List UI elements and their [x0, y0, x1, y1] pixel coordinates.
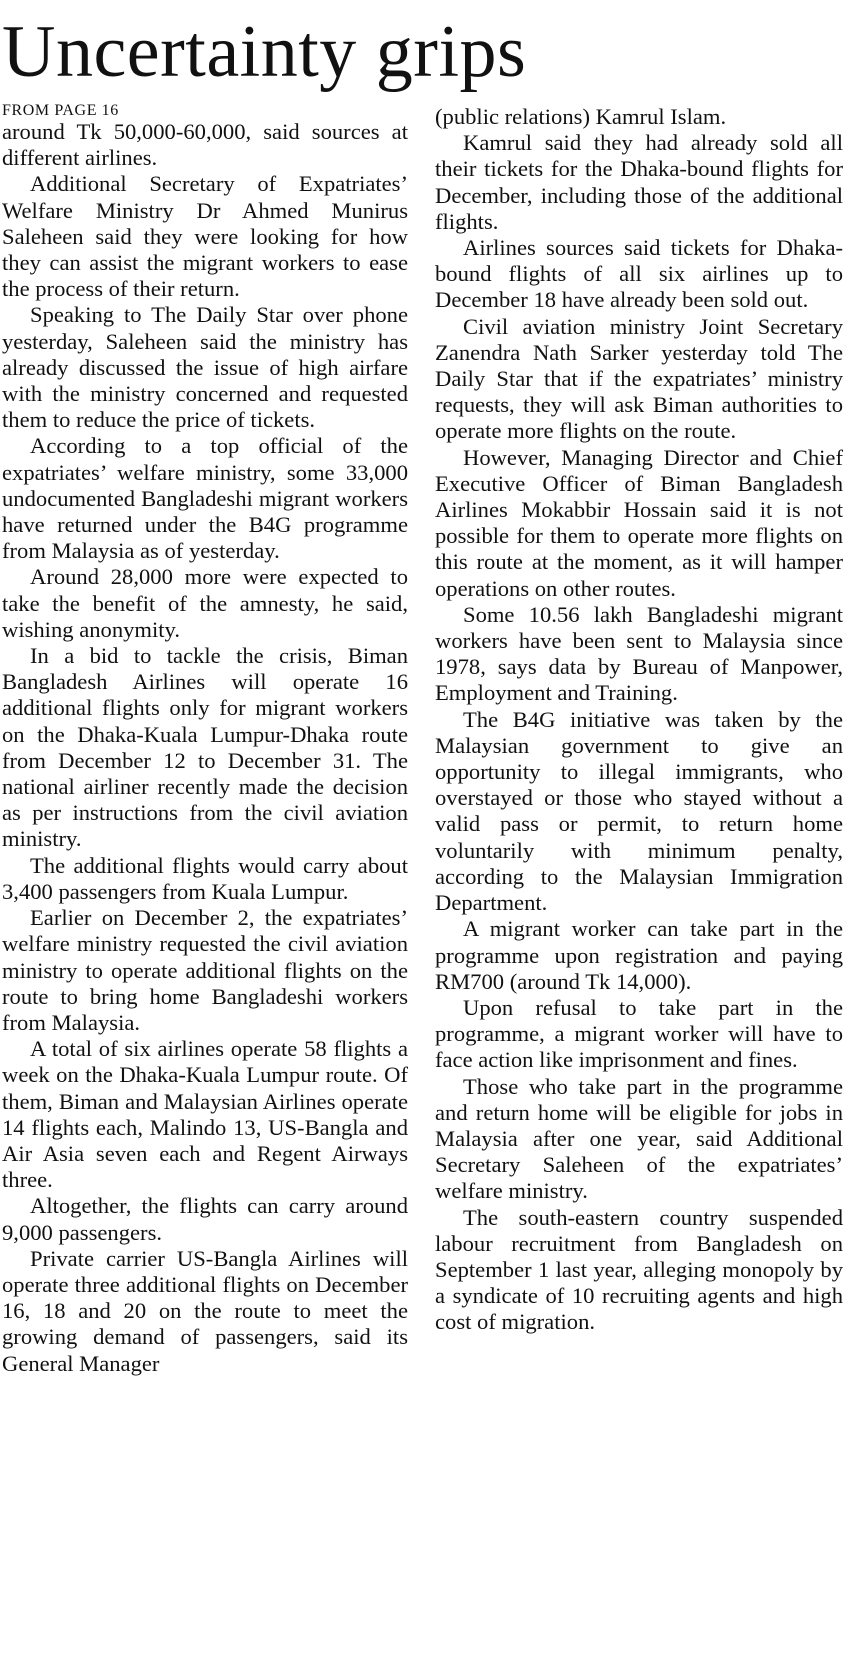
headline: Uncertainty grips — [2, 11, 527, 93]
paragraph: Speaking to The Daily Star over phone yesterday, Saleheen said the ministry has already discussed the issue of high airfare with the ministry concerned and requested them to reduce the price of tickets. — [2, 302, 408, 433]
paragraph: However, Managing Director and Chief Executive Officer of Biman Bangladesh Airlines Mokabbir Hossain said it is not possible for them to operate more flights on this route at the moment, as it will hamper operations on other routes. — [435, 444, 843, 601]
paragraph: Additional Secretary of Expatriates’ Welfare Ministry Dr Ahmed Munirus Saleheen said they were looking for how they can assist the migrant workers to ease the process of their return. — [2, 171, 408, 302]
paragraph: Earlier on December 2, the expatriates’ welfare ministry requested the civil aviation ministry to operate additional flights on the route to bring home Bangladeshi workers from Malaysia. — [2, 905, 408, 1035]
article-column-left — [2, 102, 408, 1377]
paragraph: Those who take part in the programme and return home will be eligible for jobs in Malaysia after one year, said Additional Secretary Saleheen of the expatriates’ welfare ministry. — [435, 1073, 843, 1204]
paragraph: around Tk 50,000-60,000, said sources at different airlines. — [2, 119, 408, 171]
paragraph: The additional flights would carry about 3,400 passengers from Kuala Lumpur. — [2, 852, 408, 904]
paragraph: According to a top official of the expatriates’ welfare ministry, some 33,000 undocumented Bangladeshi migrant workers have returned under the B4G programme from Malaysia as of yesterday. — [2, 433, 408, 564]
paragraph: Private carrier US-Bangla Airlines will operate three additional flights on December 16, 18 and 20 on the route to meet the growing demand of passengers, said its General Manager — [2, 1245, 408, 1376]
paragraph: The south-eastern country suspended labour recruitment from Bangladesh on September 1 last year, alleging monopoly by a syndicate of 10 recruiting agents and high cost of migration. — [435, 1204, 843, 1335]
paragraph: The B4G initiative was taken by the Malaysian government to give an opportunity to illegal immigrants, who overstayed or those who stayed without a valid pass or permit, to return home voluntarily with minimum penalty, according to the Malaysian Immigration Department. — [435, 706, 843, 916]
paragraph: (public relations) Kamrul Islam. — [435, 104, 727, 129]
paragraph: Kamrul said they had already sold all their tickets for the Dhaka-bound flights for December, including those of the additional flights. — [435, 130, 843, 234]
paragraph: Civil aviation ministry Joint Secretary Zanendra Nath Sarker yesterday told The Daily Star that if the expatriates’ ministry requests, they will ask Biman authorities to operate more flights on the route. — [435, 313, 843, 444]
jump-line: FROM PAGE 16 — [2, 102, 119, 119]
paragraph: Airlines sources said tickets for Dhaka-bound flights of all six airlines up to December 18 have already been sold out. — [435, 235, 843, 313]
article-column-right — [435, 104, 843, 1336]
paragraph: In a bid to tackle the crisis, Biman Bangladesh Airlines will operate 16 additional flights only for migrant workers on the Dhaka-Kuala Lumpur-Dhaka route from December 12 to December 31. The national airliner recently made the decision as per instructions from the civil aviation ministry. — [2, 643, 408, 852]
paragraph: Altogether, the flights can carry around 9,000 passengers. — [2, 1193, 408, 1245]
paragraph: Upon refusal to take part in the programme, a migrant worker will have to face action like imprisonment and fines. — [435, 994, 843, 1073]
paragraph: A total of six airlines operate 58 flights a week on the Dhaka-Kuala Lumpur route. Of them, Biman and Malaysian Airlines operate 14 flights each, Malindo 13, US-Bangla and Air Asia seven each and Regent Airways three. — [2, 1036, 408, 1193]
paragraph: Around 28,000 more were expected to take the benefit of the amnesty, he said, wishing anonymity. — [2, 564, 408, 642]
paragraph: Some 10.56 lakh Bangladeshi migrant workers have been sent to Malaysia since 1978, says data by Bureau of Manpower, Employment and Training. — [435, 601, 843, 706]
paragraph: A migrant worker can take part in the programme upon registration and paying RM700 (around Tk 14,000). — [435, 916, 843, 994]
